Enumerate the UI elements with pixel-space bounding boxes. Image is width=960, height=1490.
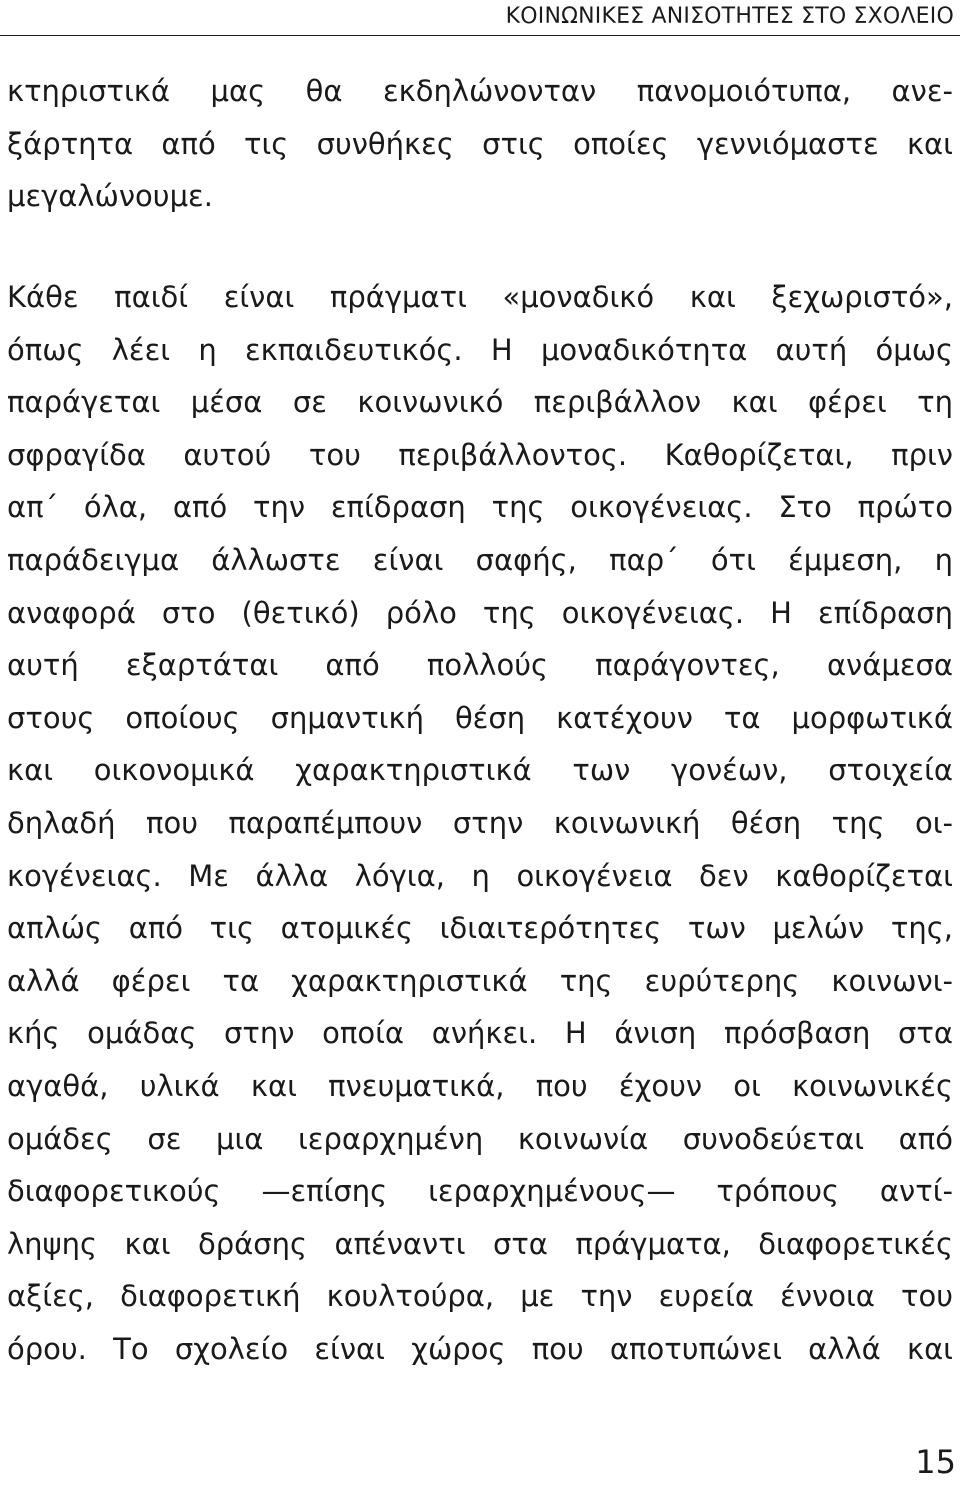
text-line: όρου. Το σχολείο είναι χώρος που αποτυπώνει αλλά και	[7, 1331, 953, 1366]
text-line: ξάρτητα από τις συνθήκες στις οποίες γεννιόμαστε και	[7, 126, 953, 161]
text-line: κής ομάδας στην οποία ανήκει. Η άνιση πρόσβαση στα	[7, 1016, 953, 1051]
text-line: και οικονομικά χαρακτηριστικά των γονέων, στοιχεία	[7, 753, 953, 788]
paragraph-2	[7, 271, 953, 1375]
text-line: αγαθά, υλικά και πνευματικά, που έχουν οι κοινωνικές	[7, 1068, 953, 1103]
text-line: δηλαδή που παραπέμπουν στην κοινωνική θέση της οι-	[7, 805, 953, 840]
text-line: ομάδες σε μια ιεραρχημένη κοινωνία συνοδεύεται από	[7, 1121, 953, 1156]
text-line: αλλά φέρει τα χαρακτηριστικά της ευρύτερης κοινωνι-	[7, 963, 953, 998]
text-line: στους οποίους σημαντική θέση κατέχουν τα μορφωτικά	[7, 700, 953, 735]
text-line: διαφορετικούς —επίσης ιεραρχημένους— τρόπους αντί-	[7, 1174, 953, 1209]
text-line: αυτή εξαρτάται από πολλούς παράγοντες, ανάμεσα	[7, 648, 953, 683]
text-line: απ΄ όλα, από την επίδραση της οικογένειας. Στο πρώτο	[7, 490, 953, 525]
paragraph-1	[7, 65, 953, 223]
text-line: ληψης και δράσης απέναντι στα πράγματα, διαφορετικές	[7, 1226, 953, 1261]
text-line: απλώς από τις ατομικές ιδιαιτερότητες των μελών της,	[7, 911, 953, 946]
text-line: παράδειγμα άλλωστε είναι σαφής, παρ΄ ότι έμμεση, η	[7, 542, 953, 577]
text-line: μεγαλώνουμε.	[7, 179, 213, 214]
text-line: αξίες, διαφορετική κουλτούρα, με την ευρεία έννοια του	[7, 1279, 953, 1314]
text-line: όπως λέει η εκπαιδευτικός. Η μοναδικότητα αυτή όμως	[7, 332, 953, 367]
running-header: ΚΟΙΝΩΝΙΚΕΣ ΑΝΙΣΟΤΗΤΕΣ ΣΤΟ ΣΧΟΛΕΙΟ	[505, 4, 954, 29]
text-line: αναφορά στο (θετικό) ρόλο της οικογένειας. Η επίδραση	[7, 595, 953, 630]
text-line: παράγεται μέσα σε κοινωνικό περιβάλλον και φέρει τη	[7, 385, 953, 420]
text-line: Κάθε παιδί είναι πράγματι «μοναδικό και ξεχωριστό»,	[7, 280, 953, 314]
text-line: κογένειας. Με άλλα λόγια, η οικογένεια δεν καθορίζεται	[7, 858, 953, 893]
text-line: κτηριστικά μας θα εκδηλώνονταν πανομοιότυπα, ανε-	[7, 74, 953, 108]
header-rule	[0, 35, 960, 36]
page-number: 15	[915, 1443, 956, 1481]
text-line: σφραγίδα αυτού του περιβάλλοντος. Καθορίζεται, πριν	[7, 437, 953, 472]
